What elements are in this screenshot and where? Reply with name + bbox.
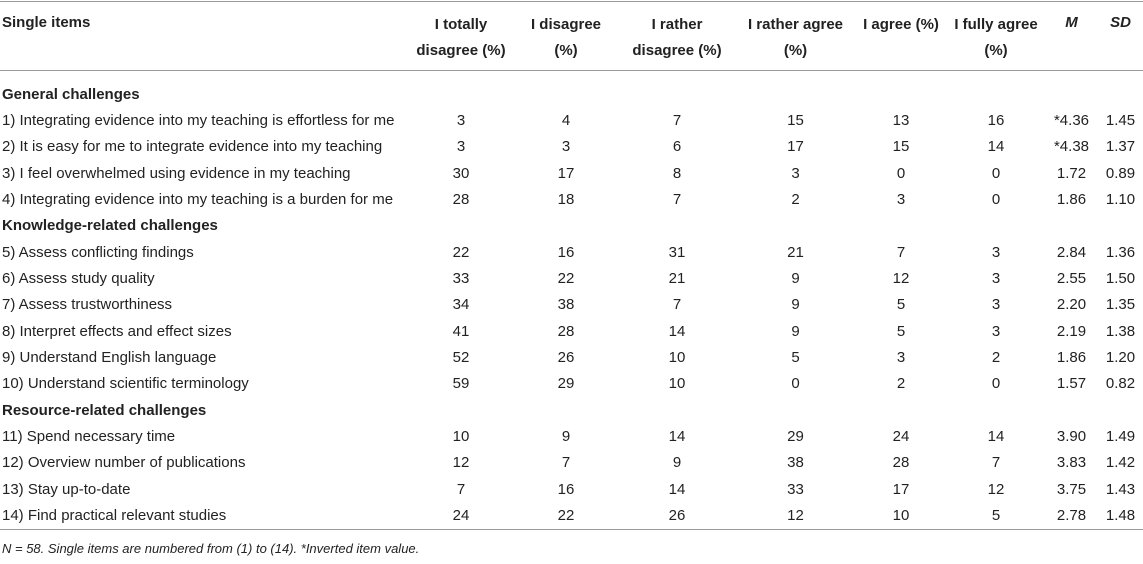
header-agree: I agree (%) xyxy=(855,2,947,71)
cell-item-label: 14) Find practical relevant studies xyxy=(0,503,408,529)
cell-agree: 10 xyxy=(855,503,947,529)
header-totally-disagree: I totally disagree (%) xyxy=(408,2,514,71)
cell-sd: 1.35 xyxy=(1105,296,1136,314)
section-header-row xyxy=(0,213,1143,239)
cell-fully-agree: 2 xyxy=(991,349,1001,367)
cell-item-label: 4) Integrating evidence into my teaching is a burden for me xyxy=(2,191,394,209)
cell-disagree: 26 xyxy=(557,349,575,367)
cell-mean: 1.72 xyxy=(1056,164,1087,182)
cell-agree: 15 xyxy=(892,138,910,156)
cell-sd: 1.48 xyxy=(1098,503,1143,529)
header-disagree: I disagree (%) xyxy=(514,2,618,71)
header-fully-agree: I fully agree (%) xyxy=(947,2,1045,71)
cell-item-label: 1) Integrating evidence into my teaching is effortless for me xyxy=(2,112,395,130)
cell-mean: 3.90 xyxy=(1056,428,1087,446)
cell-mean: 1.86 xyxy=(1056,191,1087,209)
cell-fully-agree: 12 xyxy=(987,480,1005,498)
cell-totally-disagree: 24 xyxy=(408,503,514,529)
table-row xyxy=(0,161,1143,187)
cell-mean: *4.36 xyxy=(1053,112,1090,130)
cell-totally-disagree: 22 xyxy=(452,243,470,261)
cell-agree: 5 xyxy=(896,296,906,314)
cell-disagree: 9 xyxy=(561,428,571,446)
cell-agree: 17 xyxy=(892,480,910,498)
cell-sd: 1.50 xyxy=(1105,270,1136,288)
section-title: Resource-related challenges xyxy=(2,401,207,419)
cell-agree: 0 xyxy=(896,164,906,182)
cell-fully-agree: 14 xyxy=(987,138,1005,156)
cell-totally-disagree: 30 xyxy=(452,164,470,182)
spacer-cell xyxy=(0,71,1143,82)
cell-disagree: 28 xyxy=(557,322,575,340)
cell-disagree: 22 xyxy=(557,270,575,288)
cell-mean: 3.83 xyxy=(1056,454,1087,472)
cell-mean: 2.19 xyxy=(1056,322,1087,340)
section-header-row xyxy=(0,398,1143,424)
cell-sd: 0.89 xyxy=(1105,164,1136,182)
cell-fully-agree: 7 xyxy=(991,454,1001,472)
cell-mean: 1.57 xyxy=(1056,375,1087,393)
cell-agree: 12 xyxy=(892,270,910,288)
cell-sd: 1.10 xyxy=(1105,191,1136,209)
cell-fully-agree: 3 xyxy=(991,322,1001,340)
cell-fully-agree: 0 xyxy=(991,375,1001,393)
cell-totally-disagree: 3 xyxy=(456,138,466,156)
section-title: General challenges xyxy=(2,85,140,103)
cell-fully-agree: 0 xyxy=(991,191,1001,209)
cell-rather-agree: 38 xyxy=(787,454,804,472)
cell-rather-agree: 2 xyxy=(791,191,800,209)
cell-item-label: 12) Overview number of publications xyxy=(2,454,246,472)
header-rather-agree: I rather agree (%) xyxy=(736,2,855,71)
header-sd: SD xyxy=(1098,2,1143,71)
cell-rather-agree: 17 xyxy=(787,138,804,156)
cell-totally-disagree: 59 xyxy=(452,375,470,393)
cell-item-label: 9) Understand English language xyxy=(2,349,217,367)
cell-item-label: 8) Interpret effects and effect sizes xyxy=(2,322,232,340)
cell-rather-disagree: 14 xyxy=(668,322,686,340)
cell-sd: 0.82 xyxy=(1105,375,1136,393)
cell-disagree: 16 xyxy=(557,480,575,498)
cell-rather-agree: 29 xyxy=(787,428,804,446)
cell-rather-disagree: 8 xyxy=(672,164,682,182)
table-row xyxy=(0,292,1143,318)
cell-item-label: 13) Stay up-to-date xyxy=(2,480,131,498)
cell-rather-disagree: 10 xyxy=(668,349,686,367)
cell-agree: 5 xyxy=(896,322,906,340)
table-row xyxy=(0,240,1143,266)
table-row xyxy=(0,319,1143,345)
cell-totally-disagree: 12 xyxy=(452,454,470,472)
cell-rather-agree: 9 xyxy=(791,270,800,288)
cell-rather-disagree: 26 xyxy=(618,503,736,529)
cell-item-label: 11) Spend necessary time xyxy=(2,428,176,446)
cell-totally-disagree: 7 xyxy=(456,480,466,498)
table-row xyxy=(0,424,1143,450)
cell-rather-disagree: 7 xyxy=(672,191,682,209)
cell-agree: 3 xyxy=(896,349,906,367)
cell-rather-disagree: 31 xyxy=(668,243,686,261)
cell-fully-agree: 14 xyxy=(987,428,1005,446)
cell-fully-agree: 3 xyxy=(991,243,1001,261)
cell-disagree: 3 xyxy=(561,138,571,156)
cell-sd: 1.42 xyxy=(1105,454,1136,472)
cell-rather-agree: 12 xyxy=(736,503,855,529)
cell-rather-agree: 21 xyxy=(787,243,804,261)
cell-rather-disagree: 6 xyxy=(672,138,682,156)
cell-mean: 2.55 xyxy=(1056,270,1087,288)
cell-rather-disagree: 9 xyxy=(672,454,682,472)
table-body xyxy=(0,71,1143,530)
cell-rather-agree: 15 xyxy=(787,112,804,130)
cell-mean: 2.84 xyxy=(1056,243,1087,261)
cell-mean: 2.20 xyxy=(1056,296,1087,314)
cell-disagree: 16 xyxy=(557,243,575,261)
cell-agree: 7 xyxy=(896,243,906,261)
cell-disagree: 38 xyxy=(557,296,575,314)
section-title: Knowledge-related challenges xyxy=(2,217,218,235)
cell-rather-agree: 5 xyxy=(791,349,800,367)
cell-sd: 1.43 xyxy=(1105,480,1136,498)
cell-agree: 13 xyxy=(892,112,910,130)
cell-agree: 24 xyxy=(892,428,910,446)
cell-item-label: 10) Understand scientific terminology xyxy=(2,375,249,393)
cell-item-label: 5) Assess conflicting findings xyxy=(2,243,194,261)
challenges-table xyxy=(0,1,1143,530)
cell-disagree: 17 xyxy=(557,164,575,182)
header-mean: M xyxy=(1045,2,1098,71)
cell-disagree: 22 xyxy=(514,503,618,529)
table-row xyxy=(0,345,1143,371)
cell-totally-disagree: 28 xyxy=(452,191,470,209)
cell-agree: 3 xyxy=(896,191,906,209)
cell-sd: 1.38 xyxy=(1105,322,1136,340)
cell-totally-disagree: 34 xyxy=(452,296,470,314)
cell-mean: 2.78 xyxy=(1045,503,1098,529)
table-row xyxy=(0,503,1143,529)
header-row xyxy=(0,2,1143,71)
cell-sd: 1.45 xyxy=(1105,112,1136,130)
cell-fully-agree: 3 xyxy=(991,270,1001,288)
cell-totally-disagree: 10 xyxy=(452,428,470,446)
cell-rather-disagree: 21 xyxy=(668,270,686,288)
cell-fully-agree: 0 xyxy=(991,164,1001,182)
table-row xyxy=(0,371,1143,397)
cell-rather-disagree: 7 xyxy=(672,296,682,314)
cell-mean: *4.38 xyxy=(1053,138,1090,156)
table-footnote: N = 58. Single items are numbered from (1) to (14). *Inverted item value. xyxy=(2,541,420,556)
cell-rather-agree: 33 xyxy=(787,480,804,498)
cell-totally-disagree: 41 xyxy=(452,322,470,340)
cell-agree: 28 xyxy=(892,454,910,472)
spacer-row xyxy=(0,71,1143,82)
table-row xyxy=(0,477,1143,503)
cell-sd: 1.37 xyxy=(1105,138,1136,156)
cell-agree: 2 xyxy=(896,375,906,393)
header-single-items: Single items xyxy=(0,2,408,71)
cell-totally-disagree: 3 xyxy=(456,112,466,130)
cell-totally-disagree: 52 xyxy=(452,349,470,367)
cell-mean: 3.75 xyxy=(1056,480,1087,498)
cell-disagree: 29 xyxy=(557,375,575,393)
table-row xyxy=(0,450,1143,476)
cell-mean: 1.86 xyxy=(1056,349,1087,367)
cell-fully-agree: 3 xyxy=(991,296,1001,314)
cell-rather-agree: 9 xyxy=(791,296,800,314)
table-row xyxy=(0,108,1143,134)
cell-item-label: 7) Assess trustworthiness xyxy=(2,296,173,314)
cell-disagree: 18 xyxy=(557,191,575,209)
cell-fully-agree: 5 xyxy=(947,503,1045,529)
cell-sd: 1.36 xyxy=(1105,243,1136,261)
cell-fully-agree: 16 xyxy=(987,112,1005,130)
cell-item-label: 3) I feel overwhelmed using evidence in my teaching xyxy=(2,164,351,182)
cell-sd: 1.20 xyxy=(1105,349,1136,367)
cell-rather-disagree: 14 xyxy=(668,480,686,498)
table-row xyxy=(0,187,1143,213)
table-row xyxy=(0,134,1143,160)
cell-rather-agree: 9 xyxy=(791,322,800,340)
header-rather-disagree: I rather disagree (%) xyxy=(618,2,736,71)
cell-rather-disagree: 10 xyxy=(668,375,686,393)
cell-rather-agree: 3 xyxy=(791,164,800,182)
section-header-row xyxy=(0,82,1143,108)
cell-totally-disagree: 33 xyxy=(452,270,470,288)
cell-item-label: 2) It is easy for me to integrate evidence into my teaching xyxy=(2,138,383,156)
cell-rather-agree: 0 xyxy=(791,375,800,393)
cell-rather-disagree: 14 xyxy=(668,428,686,446)
cell-disagree: 4 xyxy=(561,112,571,130)
table-row xyxy=(0,266,1143,292)
cell-disagree: 7 xyxy=(561,454,571,472)
cell-sd: 1.49 xyxy=(1105,428,1136,446)
cell-item-label: 6) Assess study quality xyxy=(2,270,155,288)
cell-rather-disagree: 7 xyxy=(672,112,682,130)
